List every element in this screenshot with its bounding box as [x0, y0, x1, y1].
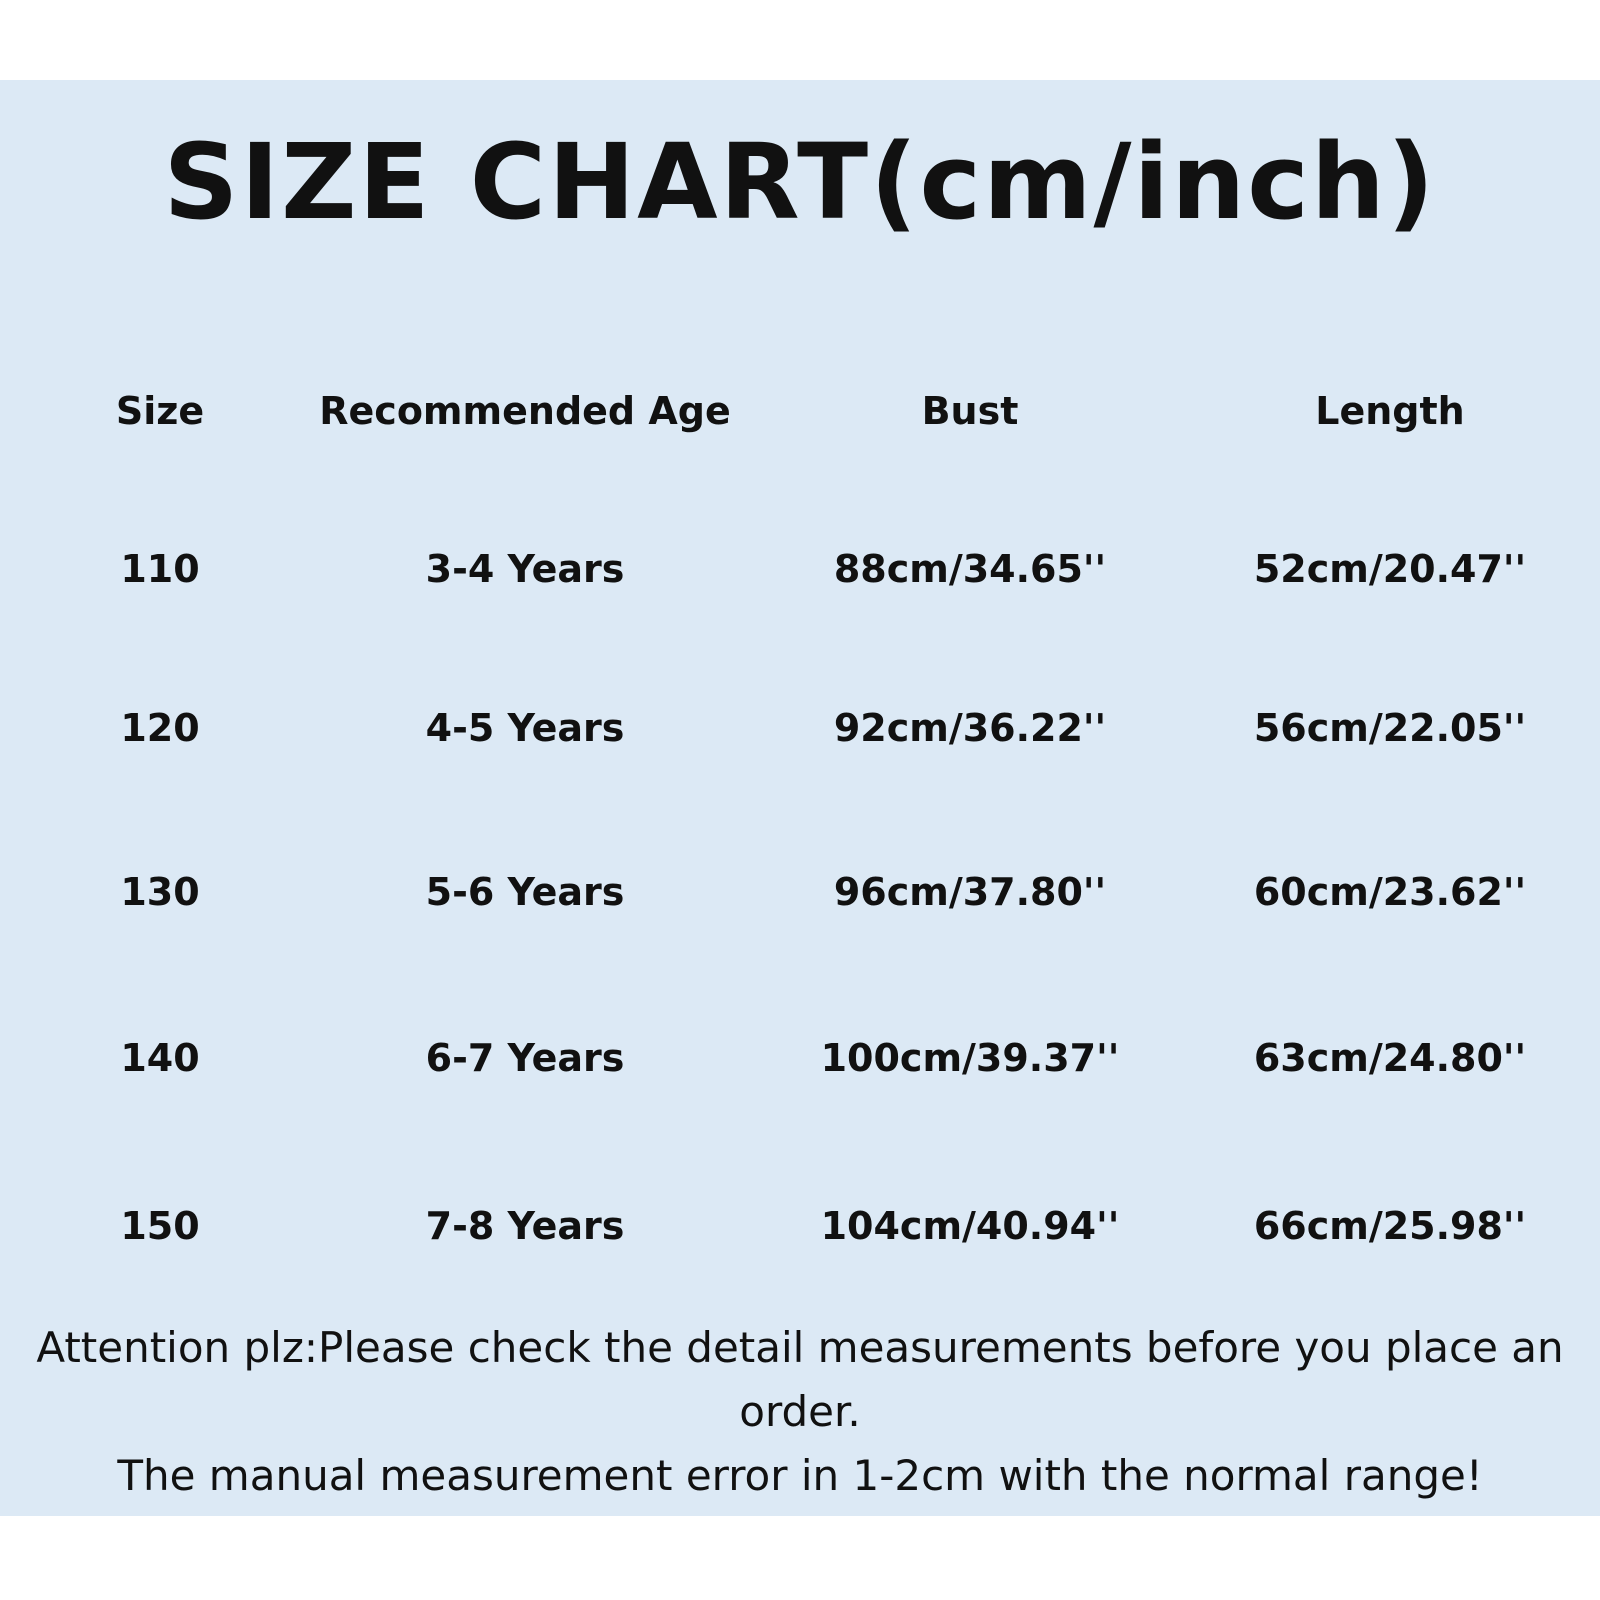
chart-title: SIZE CHART(cm/inch)	[163, 121, 1437, 243]
cell-age: 4-5 Years	[425, 706, 625, 750]
cell-age: 7-8 Years	[425, 1204, 625, 1248]
cell-age: 5-6 Years	[425, 870, 625, 914]
cell-length: 63cm/24.80''	[1253, 1036, 1527, 1080]
cell-size: 120	[120, 706, 200, 750]
cell-size: 140	[120, 1036, 200, 1080]
cell-age: 6-7 Years	[425, 1036, 625, 1080]
size-chart-panel	[0, 80, 1600, 1516]
cell-size: 110	[120, 547, 200, 591]
attention-note: Attention plz:Please check the detail measurements before you place an order.	[36, 1323, 1564, 1436]
cell-bust: 100cm/39.37''	[820, 1036, 1120, 1080]
cell-size: 150	[120, 1204, 200, 1248]
cell-bust: 96cm/37.80''	[833, 870, 1107, 914]
cell-length: 52cm/20.47''	[1253, 547, 1527, 591]
header-bust: Bust	[921, 389, 1019, 433]
cell-bust: 88cm/34.65''	[833, 547, 1107, 591]
cell-bust: 92cm/36.22''	[833, 706, 1107, 750]
header-recommended-age: Recommended Age	[319, 389, 731, 433]
cell-length: 56cm/22.05''	[1253, 706, 1527, 750]
cell-age: 3-4 Years	[425, 547, 625, 591]
measurement-error-note: The manual measurement error in 1-2cm with the normal range!	[117, 1451, 1483, 1500]
cell-length: 60cm/23.62''	[1253, 870, 1527, 914]
cell-bust: 104cm/40.94''	[820, 1204, 1120, 1248]
cell-length: 66cm/25.98''	[1253, 1204, 1527, 1248]
header-size: Size	[115, 389, 205, 433]
header-length: Length	[1315, 389, 1465, 433]
cell-size: 130	[120, 870, 200, 914]
